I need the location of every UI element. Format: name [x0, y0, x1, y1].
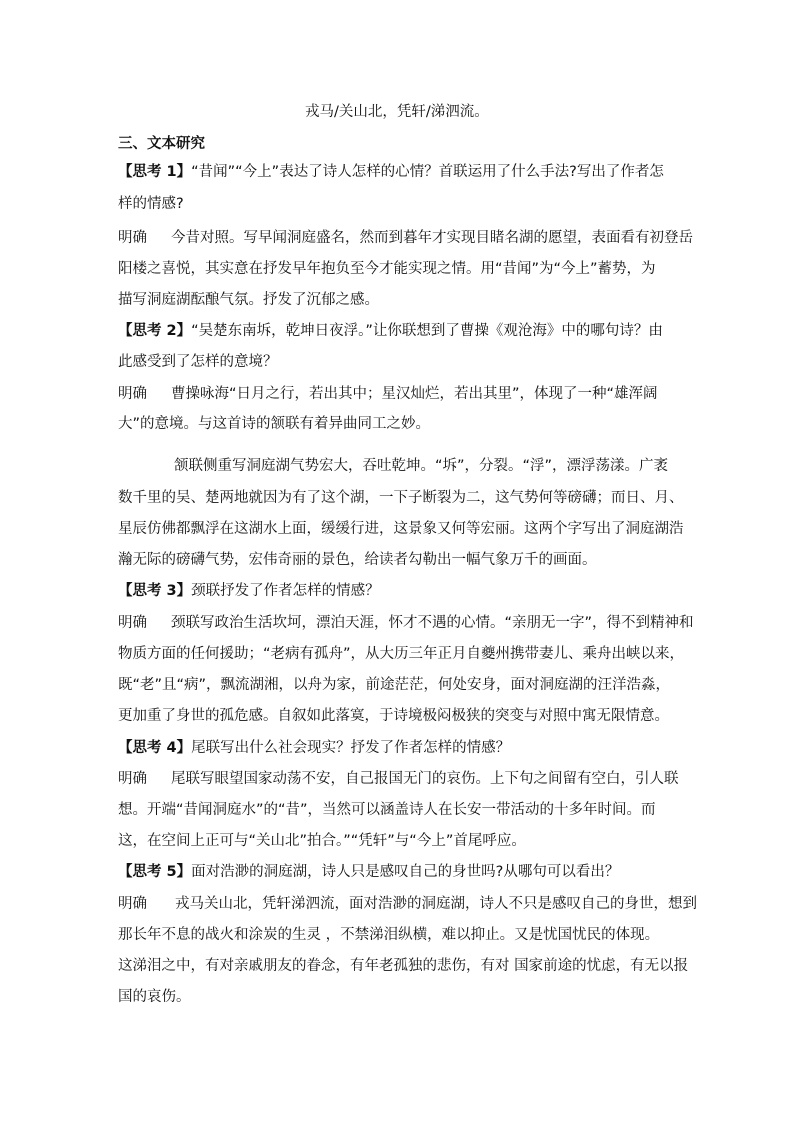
- answer-5-label: 明确: [118, 896, 147, 912]
- answer-1-label: 明确: [118, 230, 147, 246]
- answer-4-label: 明确: [118, 771, 147, 787]
- answer-4-line-3: 这，在空间上正可与“关山北”拍合。”“凭轩”与“今上”首尾呼应。: [118, 833, 526, 849]
- question-5-tag: 【思考 5】: [118, 864, 192, 880]
- answer-2-label: 明确: [118, 386, 147, 402]
- question-3-text: 颈联抒发了作者怎样的情感？: [191, 583, 380, 599]
- answer-5-line-1: 明确 戎马关山北，凭轩涕泗流，面对浩渺的洞庭湖，诗人不只是感叹自己的身世，想到: [118, 896, 697, 912]
- question-3: [118, 581, 380, 601]
- answer-4-line-1: 明确 尾联写眼望国家动荡不安，自己报国无门的哀伤。上下句之间留有空白，引人联: [118, 771, 679, 787]
- answer-3-line-2: 物质方面的任何援助；“老病有孤舟”，从大历三年正月自夔州携带妻儿、乘舟出峡以来，: [118, 646, 685, 662]
- closing-line-1: 这涕泪之中，有对亲戚朋友的眷念，有年老孤独的悲伤，有对 国家前途的忧虑，有无以报: [118, 958, 689, 974]
- hanlian-paragraph-line-4: 瀚无际的磅礴气势，宏伟奇丽的景色，给读者勾勒出一幅气象万千的画面。: [118, 552, 597, 568]
- answer-3-line-3: 既“老”且“病”，飘流湖湘，以舟为家，前途茫茫，何处安身，面对洞庭湖的汪洋浩淼，: [118, 677, 671, 693]
- question-1-text-line-2: 样的情感?: [118, 196, 184, 212]
- closing-line-2: 国的哀伤。: [118, 989, 191, 1005]
- question-2-text-line-1: “吴楚东南坼，乾坤日夜浮。”让你联想到了曹操《观沧海》中的哪句诗？由: [191, 323, 663, 339]
- section-title: 三、文本研究: [118, 136, 205, 152]
- question-3-tag: 【思考 3】: [118, 583, 192, 599]
- answer-4-line-2: 想。开端“昔闻洞庭水”的“昔”，当然可以涵盖诗人在长安一带活动的十多年时间。而: [118, 802, 656, 818]
- question-1-tag: 【思考 1】: [118, 164, 192, 180]
- question-5-text: 面对浩渺的洞庭湖，诗人只是感叹自己的身世吗?从哪句可以看出？: [191, 864, 620, 880]
- question-1-text-line-1: “昔闻”“今上”表达了诗人怎样的心情？首联运用了什么手法?写出了作者怎: [191, 164, 664, 180]
- answer-1-line-1: 明确 今昔对照。写早闻洞庭盛名，然而到暮年才实现目睹名湖的愿望，表面看有初登岳: [118, 230, 693, 246]
- question-2-tag: 【思考 2】: [118, 323, 192, 339]
- hanlian-paragraph-line-3: 星辰仿佛都飘浮在这湖水上面，缓缓行进，这景象又何等宏丽。这两个字写出了洞庭湖浩: [118, 521, 684, 537]
- answer-3-line-1: 明确 颈联写政治生活坎坷，漂泊天涯，怀才不遇的心情。“亲朋无一字”，得不到精神和: [118, 615, 694, 631]
- question-2-text-line-2: 此感受到了怎样的意境？: [118, 354, 278, 370]
- answer-3-label: 明确: [118, 615, 147, 631]
- answer-5-line-2: 那长年不息的战火和涂炭的生灵 ，不禁涕泪纵横，难以抑止。又是忧国忧民的体现。: [118, 927, 660, 943]
- question-4: [118, 738, 510, 758]
- answer-1-line-3: 描写洞庭湖酝酿气氛。抒发了沉郁之感。: [118, 292, 379, 308]
- question-4-text: 尾联写出什么社会现实？抒发了作者怎样的情感？: [191, 740, 511, 756]
- hanlian-paragraph-line-2: 数千里的吴、楚两地就因为有了这个湖，一下子断裂为二，这气势何等磅礴；而日、月、: [118, 490, 684, 506]
- question-2: [118, 321, 663, 341]
- answer-2-line-1: 明确 曹操咏海“日月之行，若出其中；星汉灿烂，若出其里”，体现了一种“雄浑阔: [118, 386, 658, 402]
- answer-1-line-2: 阳楼之喜悦，其实意在抒发早年抱负至今才能实现之情。用“昔闻”为“今上”蓄势，为: [118, 261, 656, 277]
- answer-2-line-2: 大”的意境。与这首诗的颔联有着异曲同工之妙。: [118, 416, 431, 432]
- hanlian-paragraph-line-1: 颔联侧重写洞庭湖气势宏大，吞吐乾坤。“坼”，分裂。“浮”，漂浮荡漾。广袤: [174, 458, 669, 474]
- question-1: [118, 162, 664, 182]
- question-4-tag: 【思考 4】: [118, 740, 192, 756]
- question-5: [118, 862, 619, 882]
- answer-3-line-4: 更加重了身世的孤危感。自叙如此落寞，于诗境极闷极狭的突变与对照中寓无限情意。: [118, 708, 669, 724]
- verse-line: 戎马/关山北，凭轩/涕泗流。: [305, 104, 489, 120]
